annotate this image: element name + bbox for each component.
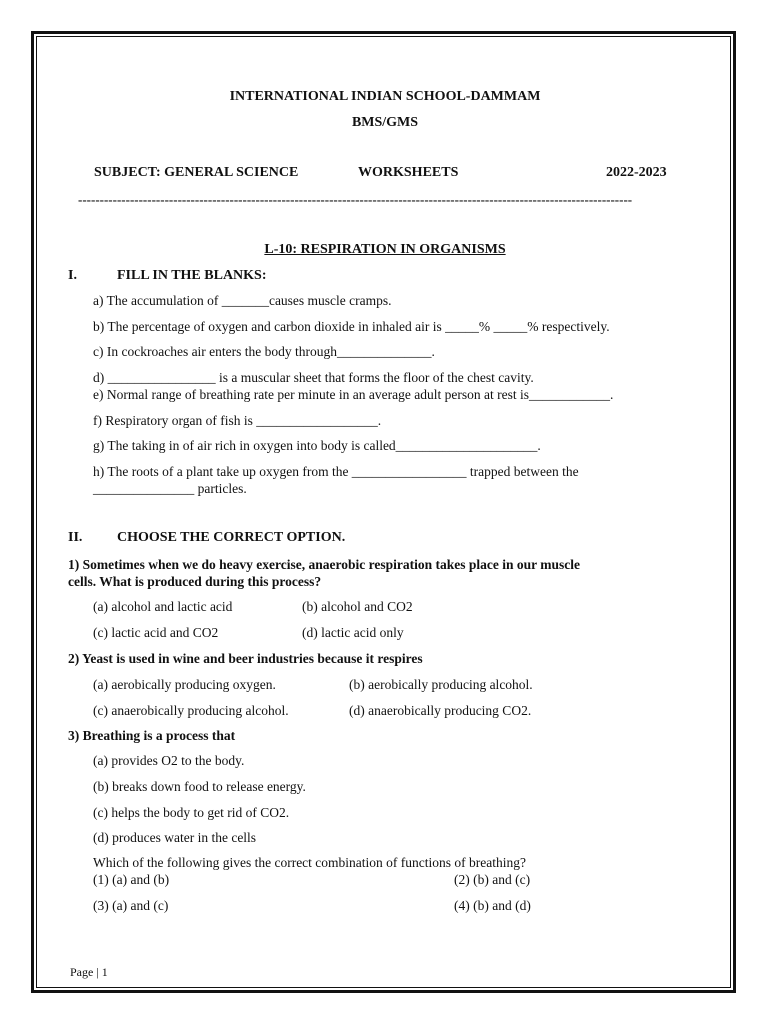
section1-title: FILL IN THE BLANKS: (117, 268, 267, 283)
q3-option-2: (2) (b) and (c) (454, 872, 531, 887)
q3-statement-d: (d) produces water in the cells (93, 830, 257, 845)
q1-option-a: (a) alcohol and lactic acid (93, 599, 233, 614)
q3-option-1: (1) (a) and (b) (93, 872, 170, 887)
blank-item-c: c) In cockroaches air enters the body through______________. (93, 344, 435, 359)
blank-item-f: f) Respiratory organ of fish is __________________. (93, 413, 382, 428)
question-1-line1: 1) Sometimes when we do heavy exercise, anaerobic respiration takes place in our muscle (68, 557, 580, 572)
q1-option-c: (c) lactic acid and CO2 (93, 625, 219, 640)
section2-numeral: II. (68, 530, 83, 545)
blank-item-a: a) The accumulation of _______causes muscle cramps. (93, 293, 392, 308)
q2-option-b: (b) aerobically producing alcohol. (349, 677, 533, 692)
blank-item-b: b) The percentage of oxygen and carbon dioxide in inhaled air is _____% _____% respectively. (93, 319, 610, 334)
blank-item-g: g) The taking in of air rich in oxygen into body is called_____________________. (93, 438, 541, 453)
q1-option-d: (d) lactic acid only (302, 625, 404, 640)
q3-prompt: Which of the following gives the correct combination of functions of breathing? (93, 855, 526, 870)
q2-option-c: (c) anaerobically producing alcohol. (93, 703, 289, 718)
section2-title: CHOOSE THE CORRECT OPTION. (117, 530, 346, 545)
page-number: Page | 1 (70, 965, 108, 979)
question-1-line2: cells. What is produced during this process? (68, 574, 322, 589)
q2-option-d: (d) anaerobically producing CO2. (349, 703, 532, 718)
blank-item-e: e) Normal range of breathing rate per minute in an average adult person at rest is____________. (93, 387, 614, 402)
question-3: 3) Breathing is a process that (68, 728, 236, 743)
question-2: 2) Yeast is used in wine and beer industries because it respires (68, 651, 423, 666)
header-divider: -------------------------------------------------------------------------------------------------------------------------------- (78, 192, 633, 207)
chapter-title: L-10: RESPIRATION IN ORGANISMS (264, 242, 506, 257)
q3-statement-c: (c) helps the body to get rid of CO2. (93, 805, 290, 820)
q1-option-b: (b) alcohol and CO2 (302, 599, 413, 614)
q3-option-4: (4) (b) and (d) (454, 898, 531, 913)
blank-item-h-continued: _______________ particles. (93, 481, 247, 496)
blank-item-h: h) The roots of a plant take up oxygen from the _________________ trapped between the (93, 464, 579, 479)
q3-statement-b: (b) breaks down food to release energy. (93, 779, 306, 794)
worksheet-label: WORKSHEETS (358, 165, 459, 180)
q3-statement-a: (a) provides O2 to the body. (93, 753, 245, 768)
academic-year: 2022-2023 (606, 165, 667, 180)
section1-numeral: I. (68, 268, 77, 283)
q2-option-a: (a) aerobically producing oxygen. (93, 677, 276, 692)
subject-label: SUBJECT: GENERAL SCIENCE (94, 165, 299, 180)
branch-name: BMS/GMS (351, 115, 419, 130)
blank-item-d: d) ________________ is a muscular sheet that forms the floor of the chest cavity. (93, 370, 534, 385)
school-name: INTERNATIONAL INDIAN SCHOOL-DAMMAM (229, 89, 541, 104)
q3-option-3: (3) (a) and (c) (93, 898, 169, 913)
